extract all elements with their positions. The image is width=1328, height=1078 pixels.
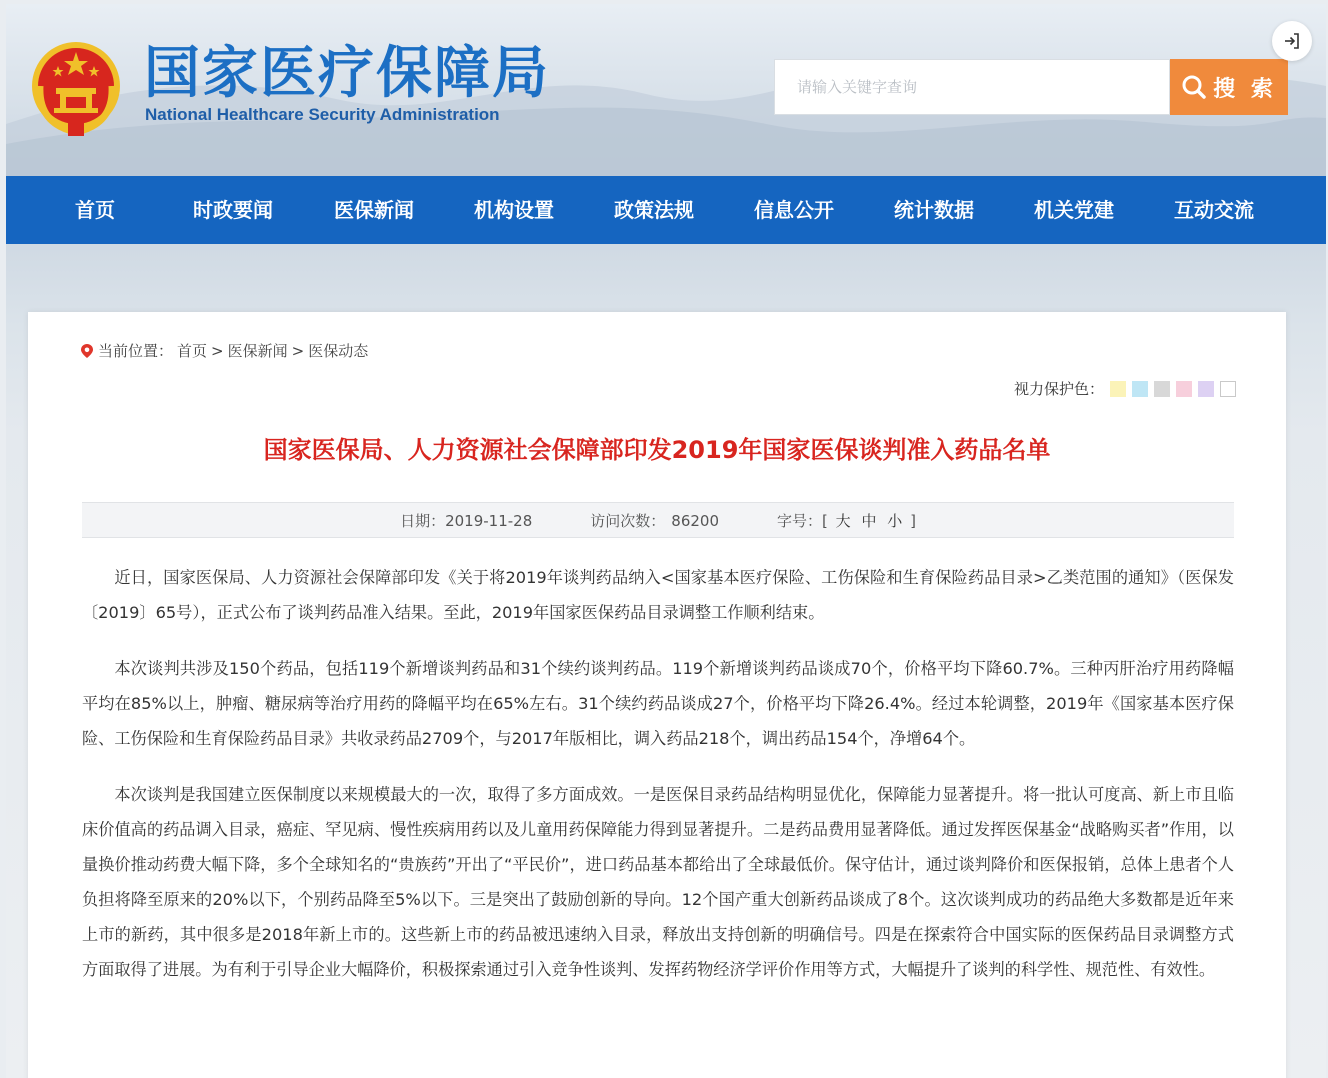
breadcrumb-prefix: 当前位置： [98,342,174,360]
date-label: 日期： [400,511,446,530]
fontsize-large[interactable]: 大 [835,511,851,530]
swatch-pink[interactable] [1176,381,1192,397]
search-button[interactable] [1170,59,1288,115]
article-paragraph: 本次谈判是我国建立医保制度以来规模最大的一次，取得了多方面成效。一是医保目录药品结构明显优化，保障能力显著提升。将一批认可度高、新上市且临床价值高的药品调入目录，癌症、罕见病、慢性疾病用药以及儿童用药保障能力得到显著提升。二是药品费用显著降低。通过发挥医保基金“战略购买者”作用，以量换价推动药费大幅下降，多个全球知名的“贵族药”开出了“平民价”，进口药品基本都给出了全球最低价。保守估计，通过谈判降价和医保报销，总体上患者个人负担将降至原来的20%以下，个别药品降至5%以下。三是突出了鼓励创新的导向。12个国产重大创新药品谈成了8个。这次谈判成功的药品绝大多数都是近年来上市的新药，其中很多是2018年新上市的。这些新上市的药品被迅速纳入目录，释放出支持创新的明确信号。四是在探索符合中国实际的医保药品目录调整方式方面取得了进展。为有利于引导企业大幅降价，积极探索通过引入竞争性谈判、发挥药物经济学评价作用等方式，大幅提升了谈判的科学性、规范性、有效性。 [82,785,1234,979]
visits-value: 86200 [671,511,720,530]
swatch-blue[interactable] [1132,381,1148,397]
site-logo-cn: 国家医疗保障局 [144,40,550,106]
swatch-gray[interactable] [1154,381,1170,397]
article-title: 国家医保局、人力资源社会保障部印发2019年国家医保谈判准入药品名单 [263,436,1051,464]
search-icon [1181,74,1207,100]
date-value: 2019-11-28 [445,511,533,530]
main-nav [6,176,1326,244]
nav-item-interaction[interactable]: 互动交流 [1174,198,1254,222]
article-panel [28,312,1286,1078]
article-meta [82,502,1234,538]
site-header [6,4,1326,176]
nav-item-organization[interactable]: 机构设置 [474,198,554,222]
swatch-yellow[interactable] [1110,381,1126,397]
vision-protection-colors [1014,378,1236,399]
exit-icon [1282,31,1302,51]
nav-item-statistics[interactable]: 统计数据 [894,198,974,222]
nav-item-home[interactable]: 首页 [75,198,115,222]
nav-item-party-building[interactable]: 机关党建 [1034,198,1114,222]
page-frame [6,4,1326,1078]
meta-date [400,510,532,531]
fontsize-close-bracket: ] [910,511,916,530]
search-input[interactable] [774,59,1170,115]
nav-item-politics-news[interactable]: 时政要闻 [193,198,273,222]
national-emblem-icon [28,36,124,140]
breadcrumb-healthcare-news[interactable]: 医保新闻 [227,342,288,360]
location-pin-icon [80,343,94,359]
swatch-white[interactable] [1220,381,1236,397]
nav-item-information[interactable]: 信息公开 [754,198,834,222]
fontsize-small[interactable]: 小 [887,511,903,530]
breadcrumb-separator: > [211,341,224,360]
nav-item-policies[interactable]: 政策法规 [614,198,694,222]
article-paragraph: 本次谈判共涉及150个药品，包括119个新增谈判药品和31个续约谈判药品。119个新增谈判药品谈成70个，价格平均下降60.7%。三种丙肝治疗用药降幅平均在85%以上，肿瘤、糖尿病等治疗用药的降幅平均在65%左右。31个续约药品谈成27个，价格平均下降26.4%。经过本轮调整，2019年《国家基本医疗保险、工伤保险和生育保险药品目录》共收录药品2709个，与2017年版相比，调入药品218个，调出药品154个，净增64个。 [82,659,1234,748]
visits-label: 访问次数： [590,511,666,530]
exit-reader-button[interactable] [1272,21,1312,61]
search-button-label: 搜 索 [1213,76,1277,102]
breadcrumb-home[interactable]: 首页 [177,342,208,360]
breadcrumb-healthcare-updates[interactable]: 医保动态 [308,342,369,360]
swatch-purple[interactable] [1198,381,1214,397]
fontsize-open-bracket: [ [822,511,828,530]
vision-label: 视力保护色： [1013,380,1104,398]
fontsize-label: 字号： [777,511,823,530]
breadcrumb [80,340,368,361]
breadcrumb-separator: > [291,341,305,360]
meta-visits [590,510,719,531]
nav-item-healthcare-news[interactable]: 医保新闻 [334,198,414,222]
article-body [82,560,1234,1008]
fontsize-medium[interactable]: 中 [861,511,877,530]
site-logo-en: National Healthcare Security Administration [145,105,500,124]
meta-fontsize [777,510,916,531]
article-paragraph: 近日，国家医保局、人力资源社会保障部印发《关于将2019年谈判药品纳入<国家基本医疗保险、工伤保险和生育保险药品目录>乙类范围的通知》（医保发〔2019〕65号），正式公布了谈判药品准入结果。至此，2019年国家医保药品目录调整工作顺利结束。 [82,568,1234,622]
